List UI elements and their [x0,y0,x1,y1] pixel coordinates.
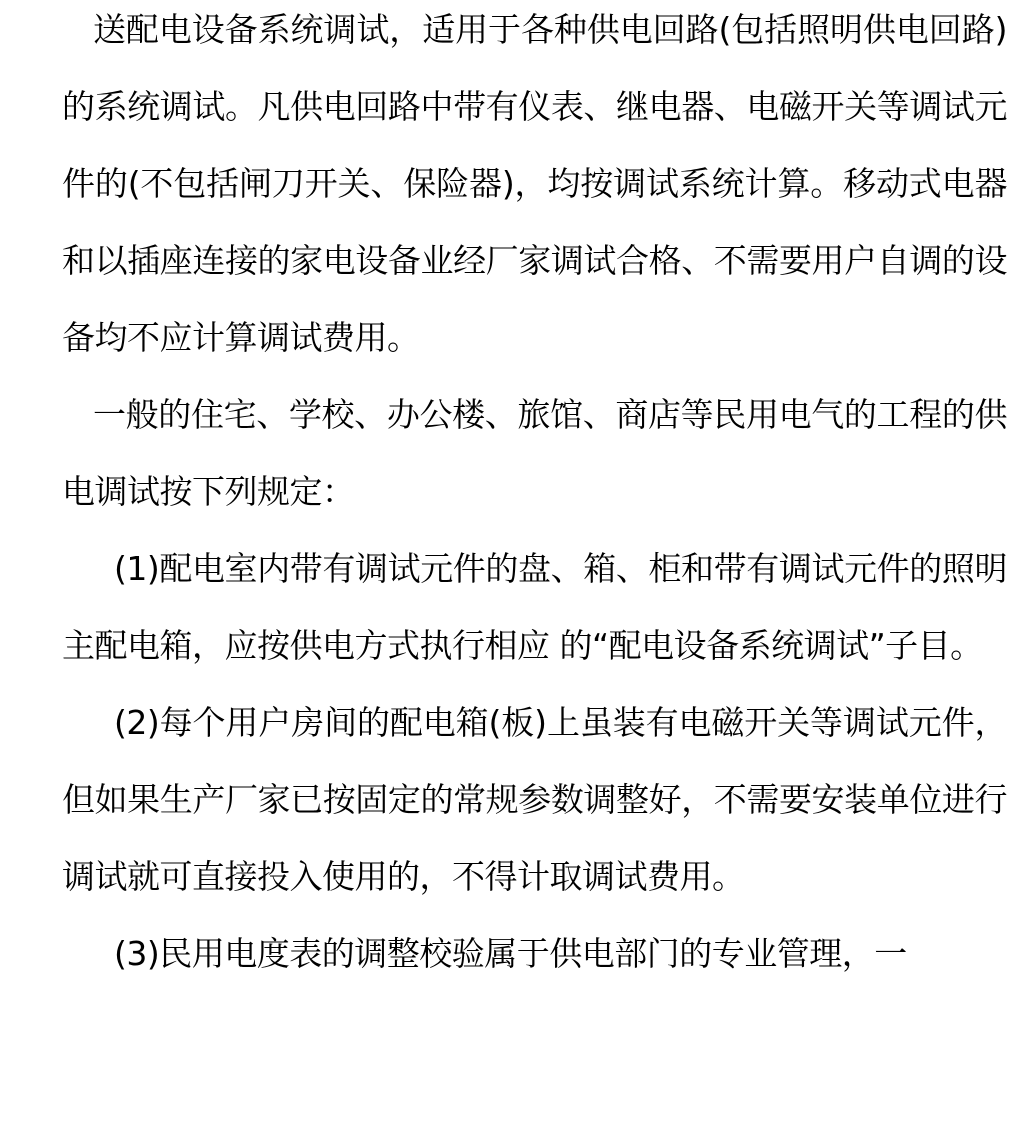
paragraph-rule-3: (3)民用电度表的调整校验属于供电部门的专业管理，一 [114,934,907,973]
paragraph-rule-1: (1)配电室内带有调试元件的盘、箱、柜和带有调试元件的照明主配电箱，应按供电方式执行相应 的“配电设备系统调试”子目。 [62,549,1007,665]
document-page [62,0,1007,992]
paragraph-civil-buildings: 一般的住宅、学校、办公楼、旅馆、商店等民用电气的工程的供电调试按下列规定： [62,395,1007,511]
paragraph-rule-2: (2)每个用户房间的配电箱(板)上虽装有电磁开关等调试元件，但如果生产厂家已按固定的常规参数调整好，不需要安装单位进行调试就可直接投入使用的，不得计取调试费用。 [62,703,1007,896]
paragraph-system-debugging: 送配电设备系统调试，适用于各种供电回路(包括照明供电回路)的系统调试。凡供电回路中带有仪表、继电器、电磁开关等调试元件的(不包括闸刀开关、保险器)，均按调试系统计算。移动式电器和以插座连接的家电设备业经厂家调试合格、不需要用户自调的设备均不应计算调试费用。 [62,10,1007,357]
